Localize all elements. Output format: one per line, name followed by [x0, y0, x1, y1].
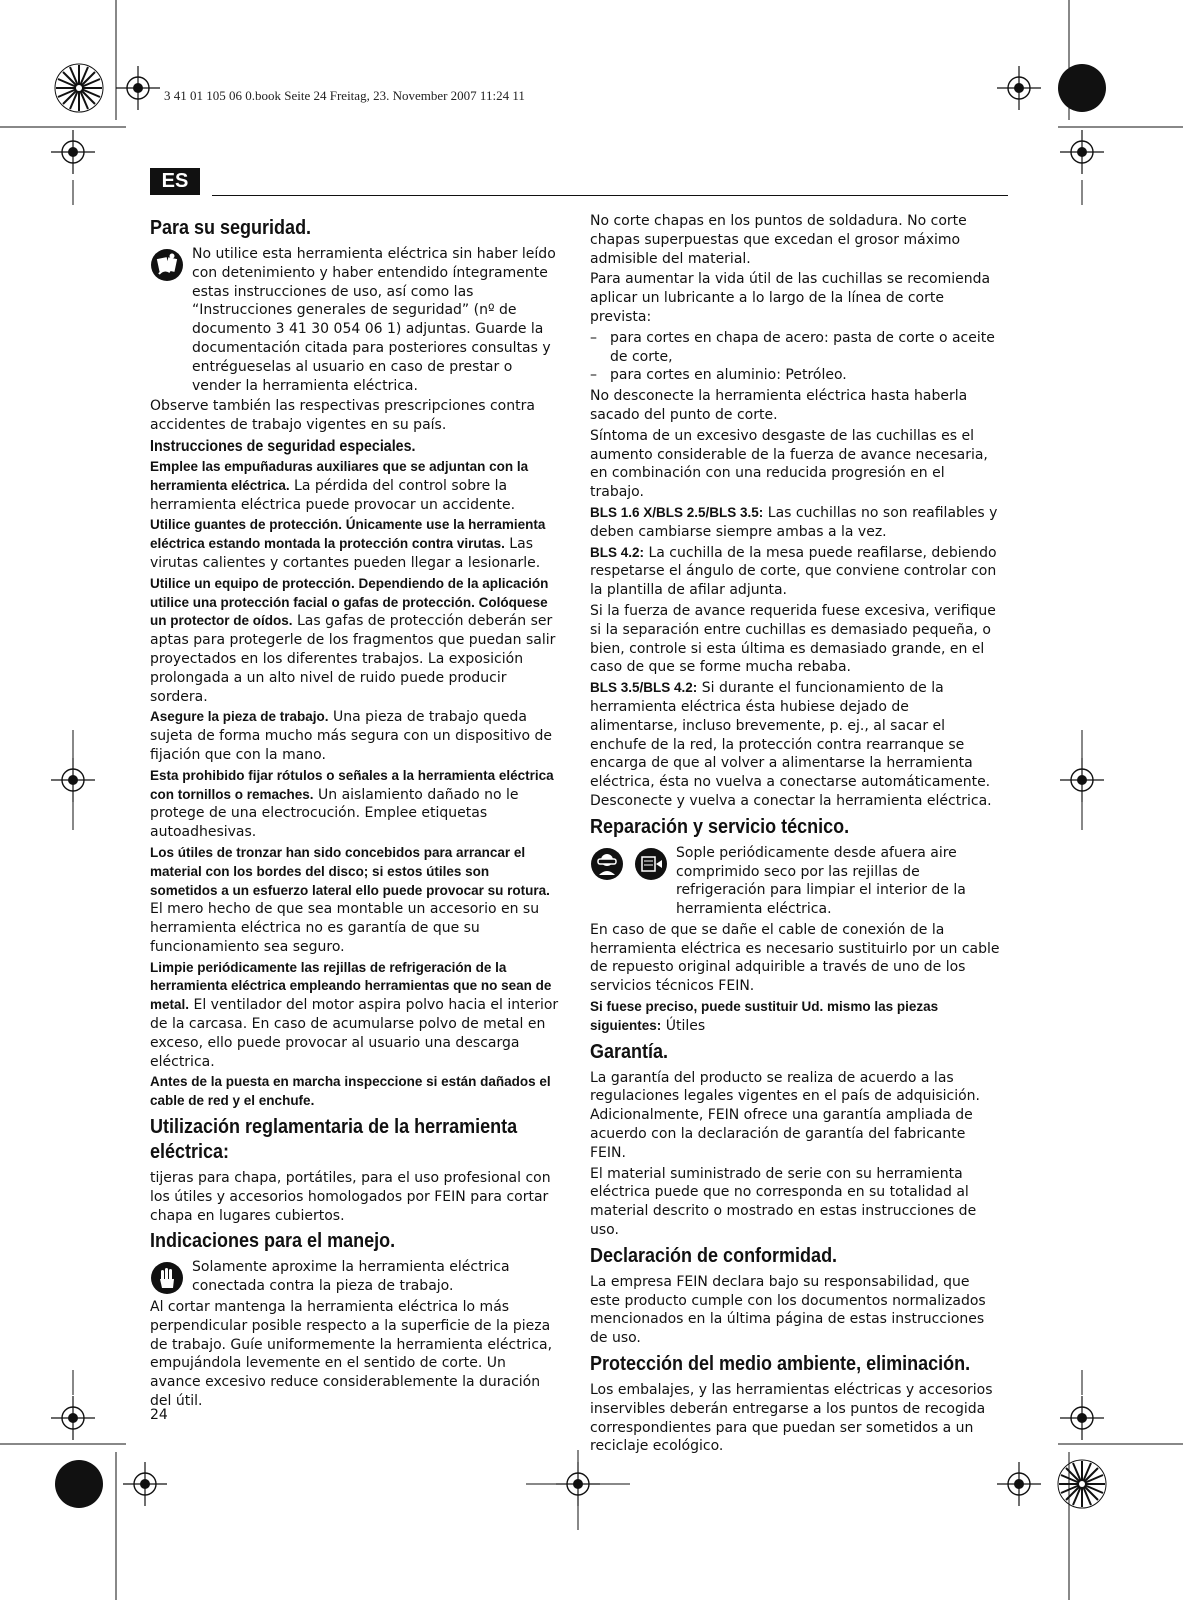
- compressed-air-icon: [634, 847, 668, 881]
- safety-item: Los útiles de tronzar han sido concebidos para arrancar el material con los bordes del disco; si estos útiles son sometidos a un esfuerzo lateral ello puede provocar su rotura. El mero hecho de que sea montable un accesorio en su herramienta eléctrica no es garantía de que su funcionamiento sea seguro.: [150, 844, 550, 955]
- cable-text: En caso de que se dañe el cable de conexión de la herramienta eléctrica es necesario sustituirlo por un cable de repuesto original adquirible a través de uno de los servicios técnicos FEIN.: [590, 921, 1000, 995]
- conformidad-text: La empresa FEIN declara bajo su responsabilidad, que este producto cumple con los documentos normalizados mencionados en la última página de estas instrucciones de uso.: [590, 1273, 986, 1347]
- safety-goggles-icon: [590, 847, 624, 881]
- right-column: [590, 212, 1000, 1458]
- bls-note: BLS 1.6 X/BLS 2.5/BLS 3.5: Las cuchillas no son reafilables y deben cambiarse siempre ambas a la vez.: [590, 504, 998, 540]
- avance-text: Si la fuerza de avance requerida fuese excesiva, verifique si la separación entre cuchillas es demasiado pequeña, o bien, controle si esta última es demasiado grande, en el caso de que se forme mucha rebaba.: [590, 602, 996, 676]
- read-manual-icon: [150, 248, 184, 282]
- left-column: [150, 212, 560, 1413]
- bls-note: BLS 4.2: La cuchilla de la mesa puede reafilarse, debiendo respetarse el ángulo de corte, que conviene controlar con la plantilla de afilar adjunta.: [590, 544, 997, 599]
- sintoma-text: Síntoma de un excesivo desgaste de las cuchillas es el aumento considerable de la fuerza de avance necesaria, en combinación con una reducida progresión en el trabajo.: [590, 427, 988, 501]
- safety-item: Utilice guantes de protección. Únicamente use la herramienta eléctrica estando montada la protección contra virutas. Las virutas calientes y cortantes pueden llegar a lesionarle.: [150, 517, 546, 571]
- safety-item: Utilice un equipo de protección. Dependiendo de la aplicación utilice una protección facial o gafas de protección. Colóquese un protector de oídos. Las gafas de protección deberán ser aptas para protegerle de los fragmentos que puedan salir proyectados en los diferentes trabajos. La exposición prolongada a un alto nivel de ruido puede producir sordera.: [150, 575, 556, 705]
- heading-manejo: Indicaciones para el manejo.: [150, 1230, 396, 1253]
- cortar-text: Al cortar mantenga la herramienta eléctrica lo más perpendicular posible respecto a la superficie de la pieza de trabajo. Guíe uniformemente la herramienta eléctrica, empujándola levemente en el sentido de corte. Un avance excesivo reduce considerablemente la duración del útil.: [150, 1299, 553, 1410]
- safety-item: Limpie periódicamente las rejillas de refrigeración de la herramienta eléctrica empleando herramientas que no sean de metal. El ventilador del motor aspira polvo hacia el interior de la carcasa. En caso de acumularse polvo de metal en exceso, ello puede provocar al usuario una descarga eléctrica.: [150, 959, 559, 1070]
- piezas-text: Si fuese preciso, puede sustituir Ud. mismo las piezas siguientes: Útiles: [590, 999, 939, 1034]
- heading-medio-ambiente: Protección del medio ambiente, eliminación.: [590, 1353, 971, 1376]
- safety-item: Esta prohibido fijar rótulos o señales a la herramienta eléctrica con tornillos o remaches. Un aislamiento dañado no le protege de una electrocución. Emplee etiquetas autoadhesivas.: [150, 767, 554, 841]
- page-number: 24: [150, 1407, 168, 1423]
- aumentar-text: Para aumentar la vida útil de las cuchillas se recomienda aplicar un lubricante a lo largo de la línea de corte prevista:: [590, 271, 991, 325]
- aproxime-block: [150, 1258, 560, 1298]
- garantia-text: La garantía del producto se realiza de acuerdo a las regulaciones legales vigentes en el país de adquisición. Adicionalmente, FEIN ofrece una garantía ampliada de acuerdo con la declaración de garantía del fabricante FEIN.: [590, 1069, 980, 1161]
- header-rule: [212, 195, 1008, 196]
- uso-text: tijeras para chapa, portátiles, para el uso profesional con los útiles y accesorios homologados por FEIN para cortar chapa en lugares cubiertos.: [150, 1170, 551, 1224]
- heading-garantia: Garantía.: [590, 1040, 669, 1063]
- list-item: – para cortes en aluminio: Petróleo.: [590, 367, 847, 384]
- heading-conformidad: Declaración de conformidad.: [590, 1244, 838, 1267]
- nocorte-text: No corte chapas en los puntos de soldadura. No corte chapas superpuestas que excedan el grosor máximo admisible del material.: [590, 213, 967, 267]
- list-item: – para cortes en chapa de acero: pasta de corte o aceite de corte,: [590, 329, 995, 365]
- heading-especiales: Instrucciones de seguridad especiales.: [150, 437, 416, 455]
- language-tab: ES: [150, 168, 200, 195]
- heading-reparacion: Reparación y servicio técnico.: [590, 815, 850, 838]
- print-slug: 3 41 01 105 06 0.book Seite 24 Freitag, 23. November 2007 11:24 11: [164, 88, 525, 103]
- sople-text: Sople periódicamente desde afuera aire comprimido seco por las rejillas de refrigeración para limpiar el interior de la herramienta eléctrica.: [676, 844, 966, 918]
- safety-item: Asegure la pieza de trabajo. Una pieza de trabajo queda sujeta de forma mucho más segura con un dispositivo de fijación que con la mano.: [150, 709, 552, 763]
- observe-text: Observe también las respectivas prescripciones contra accidentes de trabajo vigentes en su país.: [150, 398, 535, 434]
- safety-item: Antes de la puesta en marcha inspeccione si están dañados el cable de red y el enchufe.: [150, 1074, 551, 1109]
- safety-item: Emplee las empuñaduras auxiliares que se adjuntan con la herramienta eléctrica. La pérdida del control sobre la herramienta eléctrica puede provocar un accidente.: [150, 458, 529, 513]
- nodesconecte-text: No desconecte la herramienta eléctrica hasta haberla sacado del punto de corte.: [590, 388, 968, 423]
- intro-block: [150, 245, 560, 397]
- bls-note: BLS 3.5/BLS 4.2: Si durante el funcionamiento de la herramienta eléctrica ésta hubiese dejado de alimentarse, incluso brevemente, p. ej., al sacar el enchufe de la red, la protección contra rearranque se encarga de que al volver a alimentarse la herramienta eléctrica, ésta no vuelva a conectarse automáticamente. Desconecte y vuelva a conectar la herramienta eléctrica.: [590, 680, 992, 809]
- material-text: El material suministrado de serie con su herramienta eléctrica puede que no corresponda en su totalidad al material descrito o mostrado en estas instrucciones de uso.: [590, 1165, 977, 1239]
- heading-seguridad: Para su seguridad.: [150, 217, 312, 239]
- intro-text: No utilice esta herramienta eléctrica sin haber leído con detenimiento y haber entendido íntegramente estas instrucciones de uso, así como las “Instrucciones generales de seguridad” (nº de documento 3 41 30 054 06 1) adjuntas. Guarde la documentación citada para posteriores consultas y entrégueselas al usuario en caso de prestar o vender la herramienta eléctrica.: [192, 246, 556, 394]
- medio-text: Los embalajes, y las herramientas eléctricas y accesorios inservibles deberán entregarse a los puntos de recogida correspondientes para que puedan ser sometidos a un reciclaje ecológico.: [590, 1382, 993, 1455]
- heading-uso: Utilización reglamentaria de la herramienta eléctrica:: [150, 1116, 518, 1164]
- aproxime-text: Solamente aproxime la herramienta eléctrica conectada contra la pieza de trabajo.: [192, 1259, 510, 1295]
- hand-tool-icon: [150, 1261, 184, 1295]
- sople-block: [590, 844, 1000, 921]
